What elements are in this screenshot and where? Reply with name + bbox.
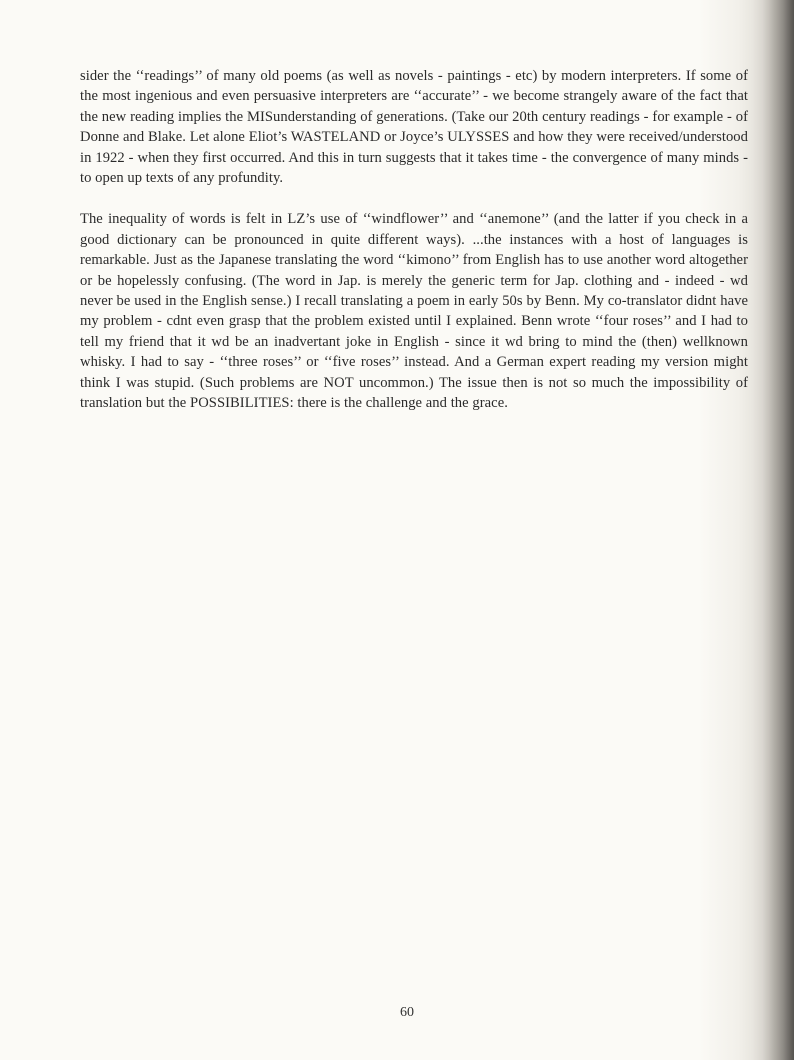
body-text	[80, 66, 748, 414]
paragraph-1: sider the ‘‘readings’’ of many old poems (as well as novels - paintings - etc) by modern interpreters. If some of the most ingenious and even persuasive interpreters are ‘‘accurate’’ - we become strangely aware of the fact that the new reading implies the MISunderstanding of generations. (Take our 20th century readings - for example - of Donne and Blake. Let alone Eliot’s WASTELAND or Joyce’s ULYSSES and how they were received/understood in 1922 - when they first occurred. And this in turn suggests that it takes time - the convergence of many minds - to open up texts of any profundity.	[80, 68, 748, 187]
paragraph-2: The inequality of words is felt in LZ’s use of ‘‘windflower’’ and ‘‘anemone’’ (and the latter if you check in a good dictionary can be pronounced in quite different ways). ...the instances with a host of languages is remarkable. Just as the Japanese translating the word ‘‘kimono’’ from English has to use another word altogether or be hopelessly confusing. (The word in Jap. is merely the generic term for Jap. clothing and - indeed - wd never be used in the English sense.) I recall translating a poem in early 50s by Benn. My co-translator didnt have my problem - cdnt even grasp that the problem existed until I explained. Benn wrote ‘‘four roses’’ and I had to tell my friend that it wd be an inadvertant joke in English - since it wd bring to mind the (then) wellknown whisky. I had to say - ‘‘three roses’’ or ‘‘five roses’’ instead. And a German expert reading my version might think I was stupid. (Such problems are NOT uncommon.) The issue then is not so much the impossibility of translation but the POSSIBILITIES: there is the challenge and the grace.	[80, 211, 748, 412]
binding-shadow	[752, 0, 794, 1060]
page-number: 60	[400, 1005, 414, 1020]
